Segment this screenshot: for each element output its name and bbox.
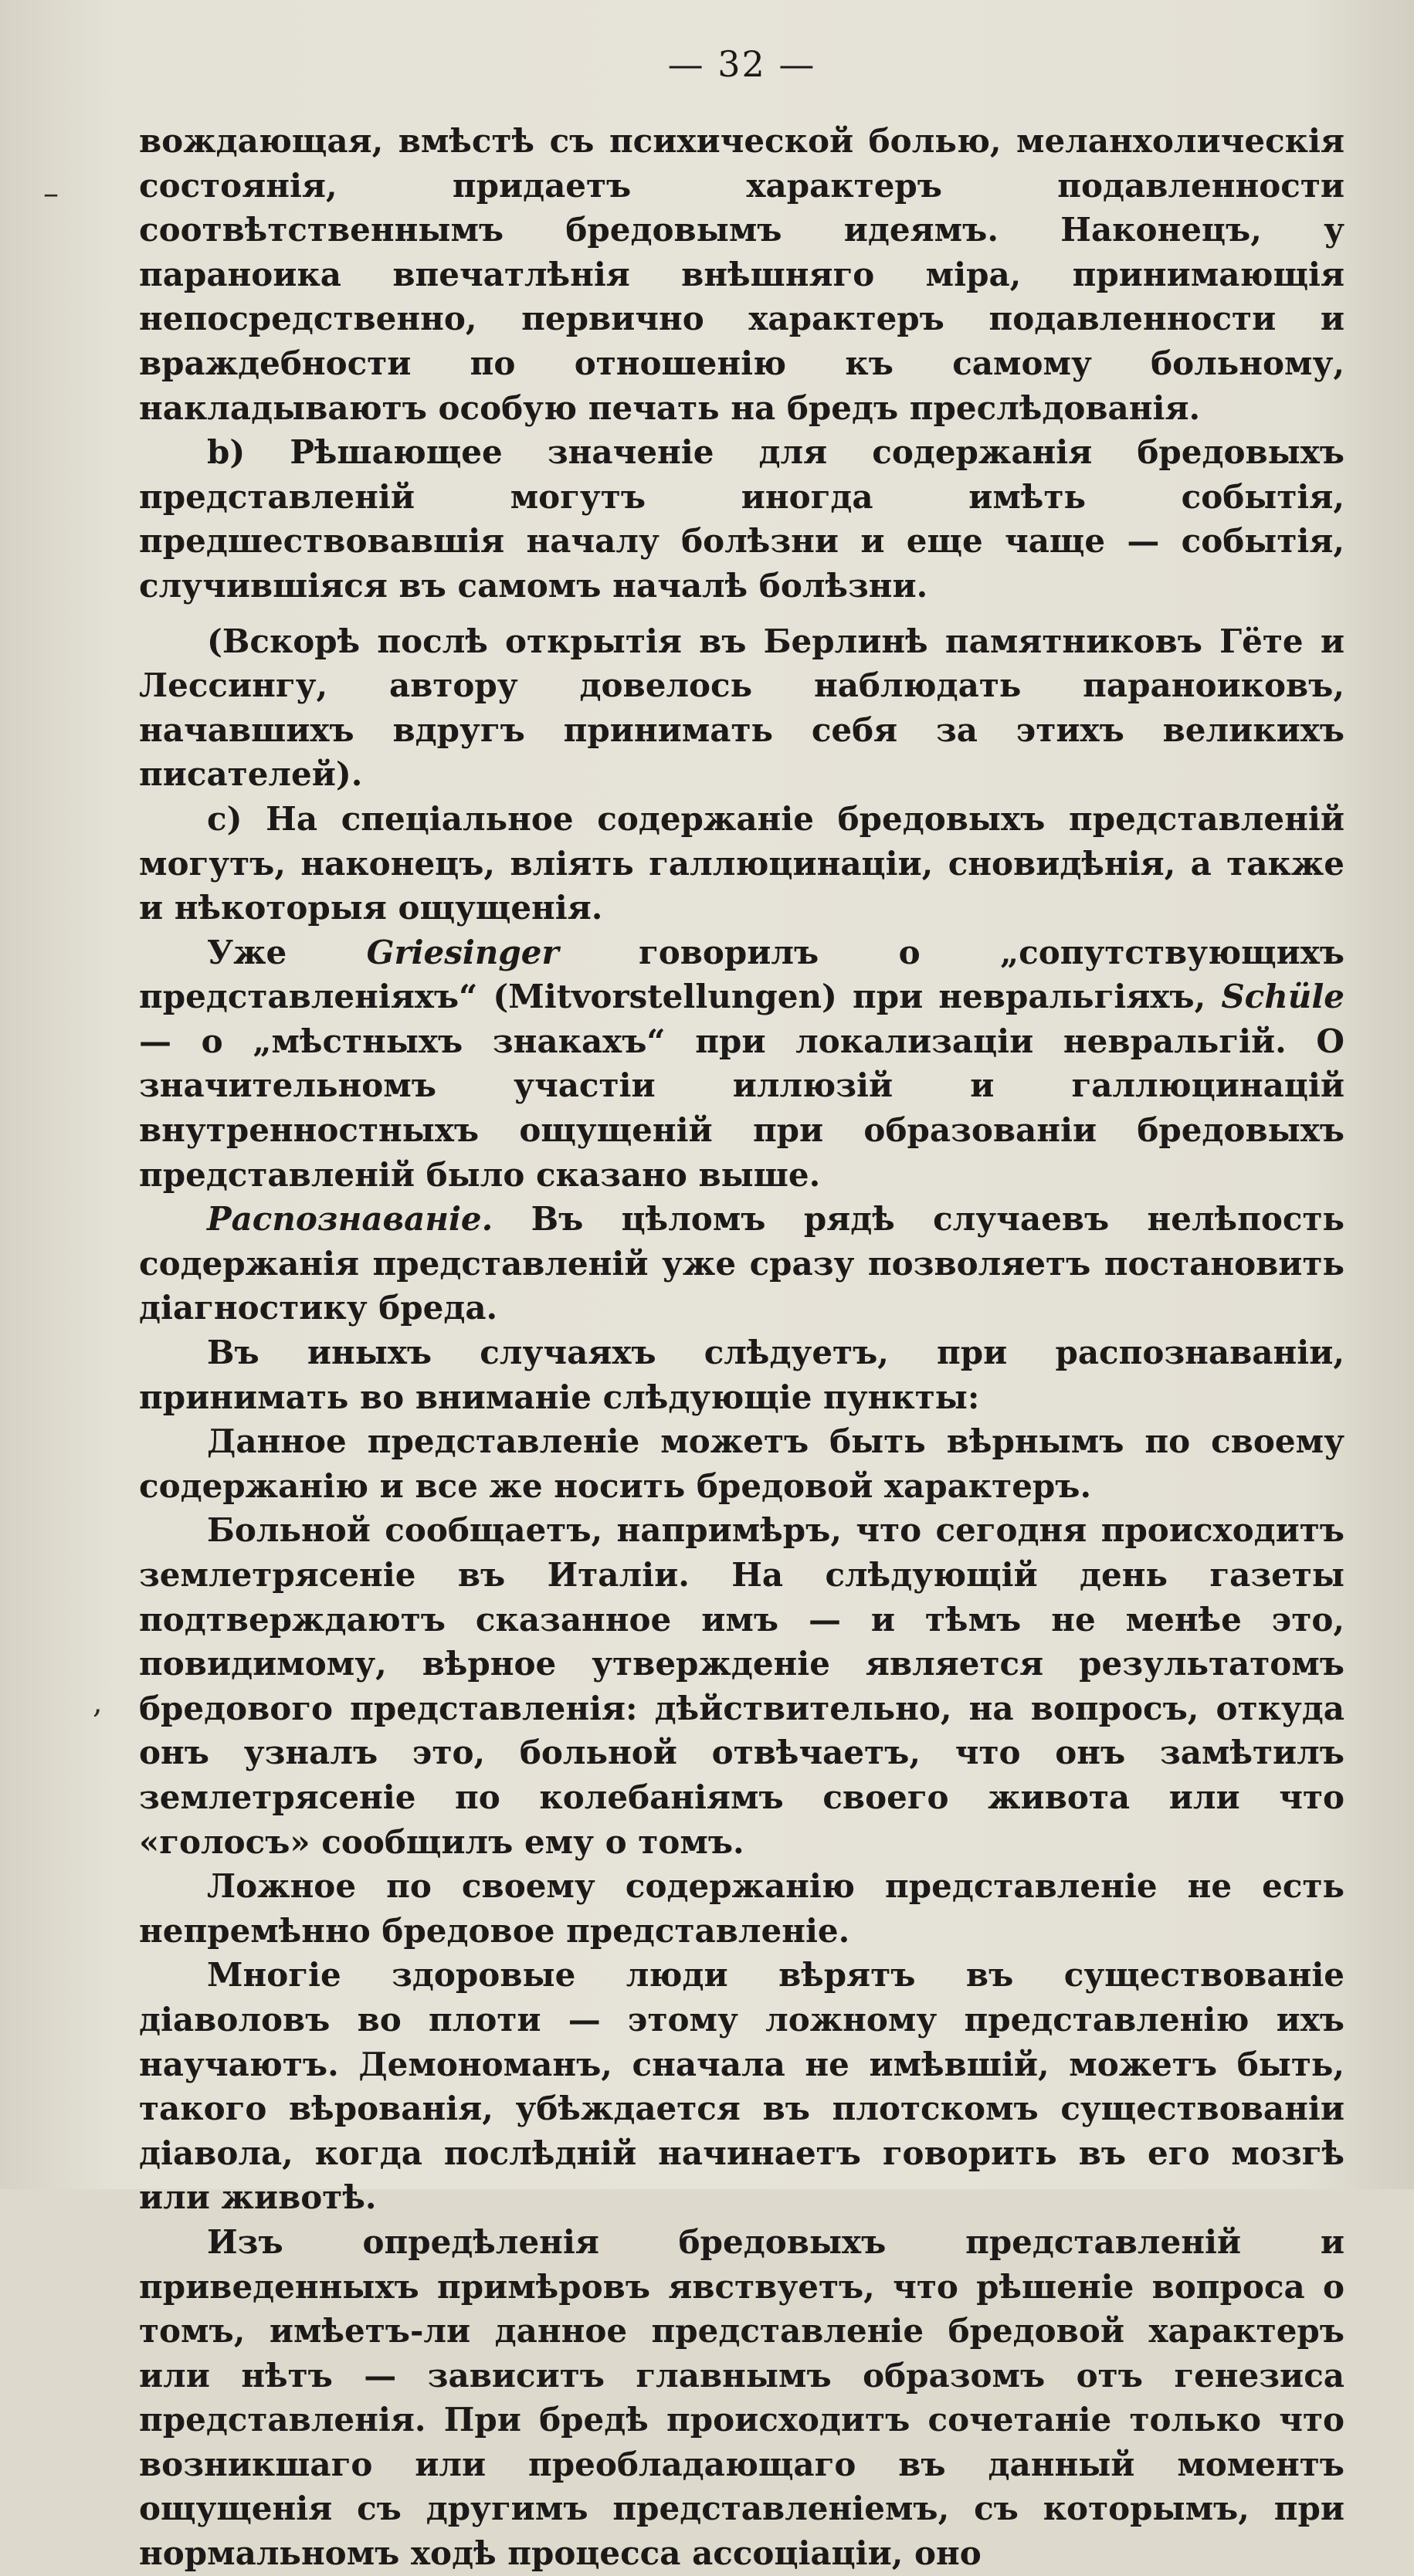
page-number: — 32 —	[667, 43, 816, 85]
paragraph-earthquake-example: Больной сообщаетъ, напримѣръ, что сегодня происходитъ землетрясеніе въ Италіи. На слѣдующій день газеты подтверждаютъ сказанное имъ — и тѣмъ не менѣе это, повидимому, вѣрное утвержденіе является результатомъ бредового представленія: дѣйствительно, на вопросъ, откуда онъ узналъ это, больной отвѣчаетъ, что онъ замѣтилъ землетрясеніе по колебаніямъ своего живота или что «голосъ» сообщилъ ему о томъ.	[139, 1511, 1344, 1861]
schule-post: — о „мѣстныхъ знакахъ“ при локализаціи невральгій. О значительномъ участіи иллюзій и галлюцинацій внутренностныхъ ощущеній при образованіи бредовыхъ представленій было сказано выше.	[139, 1022, 1344, 1194]
griesinger-mid: говорилъ о „сопутствующихъ представленіяхъ“ (Mitvorstellungen) при невральгіяхъ,	[139, 933, 1344, 1016]
griesinger-pre: Уже	[207, 933, 367, 971]
paragraph-b-events: b) Рѣшающее значеніе для содержанія бредовыхъ представленій могутъ иногда имѣть событія, предшествовавшія началу болѣзни и еще чаще — событія, случившіяся въ самомъ началѣ болѣзни.	[139, 433, 1344, 605]
paragraph-true-content: Данное представленіе можетъ быть вѣрнымъ по своему содержанію и все же носить бредовой характеръ.	[139, 1422, 1344, 1505]
paragraph-other-cases: Въ иныхъ случаяхъ слѣдуетъ, при распознаваніи, принимать во вниманіе слѣдующіе пункты:	[139, 1334, 1344, 1416]
paragraph-continuation: вождающая, вмѣстѣ съ психической болью, меланхолическія состоянія, придаетъ характеръ подавленности соотвѣтственнымъ бредовымъ идеямъ. Наконецъ, у параноика впечатлѣнія внѣшняго міра, принимающія непосредственно, первично характеръ подавленности и враждебности по отношенію къ самому больному, накладываютъ особую печать на бредъ преслѣдованія.	[139, 122, 1344, 427]
paragraph-c-hallucinations: c) На спеціальное содержаніе бредовыхъ представленій могутъ, наконецъ, вліять галлюцинаціи, сновидѣнія, а также и нѣкоторыя ощущенія.	[139, 799, 1344, 927]
body-text	[139, 119, 1344, 2576]
diagnosis-text: Въ цѣломъ рядѣ случаевъ нелѣпость содержанія представленій уже сразу позволяетъ постановить діагностику бреда.	[139, 1200, 1344, 1327]
paragraph-devils-example: Многіе здоровые люди вѣрятъ въ существованіе діаволовъ во плоти — этому ложному представленію ихъ научаютъ. Демономанъ, сначала не имѣвшій, можетъ быть, такого вѣрованія, убѣждается въ плотскомъ существованіи діавола, когда послѣдній начинаетъ говорить въ его мозгѣ или животѣ.	[139, 1956, 1344, 2217]
author-griesinger: Griesinger	[366, 933, 559, 971]
heading-raspoznavanie: Распознаваніе.	[207, 1200, 493, 1239]
paragraph-griesinger-schule	[139, 930, 1344, 1198]
margin-pencil-mark-bottom: ,	[93, 1685, 103, 1720]
author-schule: Schüle	[1221, 978, 1344, 1016]
paragraph-genesis: Изъ опредѣленія бредовыхъ представленій и приведенныхъ примѣровъ явствуетъ, что рѣшеніе вопроса о томъ, имѣетъ-ли данное представленіе бредовой характеръ или нѣтъ — зависитъ главнымъ образомъ отъ генезиса представленія. При бредѣ происходитъ сочетаніе только что возникшаго или преобладающаго въ данный моментъ ощущенія съ другимъ представленіемъ, съ которымъ, при нормальномъ ходѣ процесса ассоціаціи, оно	[139, 2222, 1344, 2573]
paragraph-goethe-lessing-note: (Вскорѣ послѣ открытія въ Берлинѣ памятниковъ Гёте и Лессингу, автору довелось наблюдать параноиковъ, начавшихъ вдругъ принимать себя за этихъ великихъ писателей).	[139, 622, 1344, 794]
paragraph-false-content: Ложное по своему содержанію представленіе не есть непремѣнно бредовое представленіе.	[139, 1867, 1344, 1950]
margin-pencil-mark-top: –	[43, 176, 59, 212]
paragraph-diagnosis	[139, 1197, 1344, 1330]
